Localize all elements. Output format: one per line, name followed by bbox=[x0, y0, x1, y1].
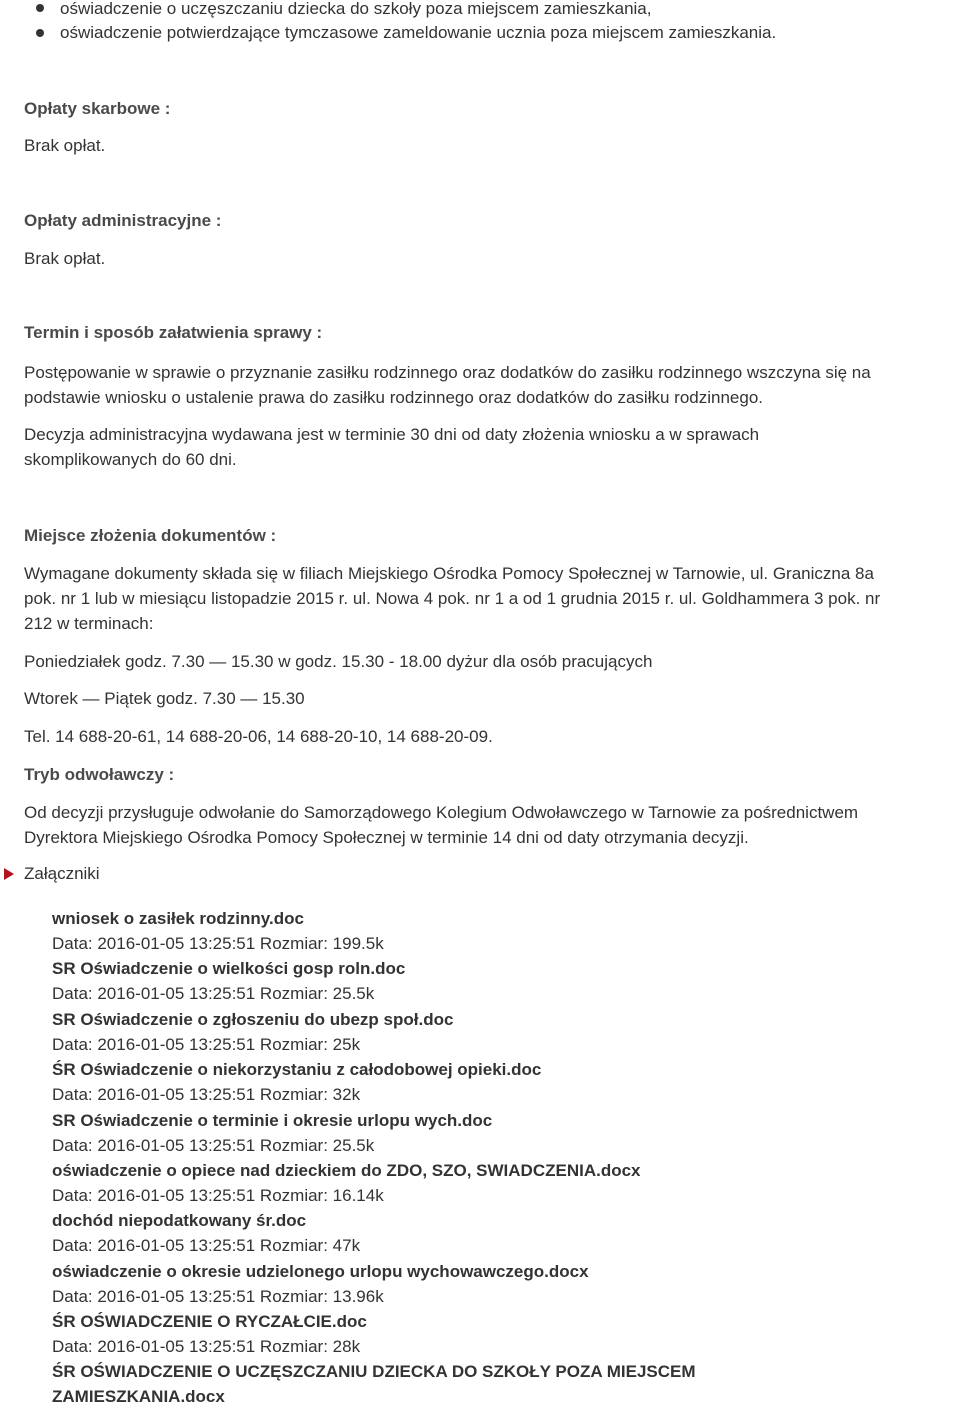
list-item: oświadczenie potwierdzające tymczasowe zameldowanie ucznia poza miejscem zamieszkania. bbox=[60, 23, 777, 42]
attachment-link[interactable]: wniosek o zasiłek rodzinny.doc bbox=[52, 909, 304, 928]
section-heading-miejsce: Miejsce złożenia dokumentów : bbox=[24, 526, 277, 545]
termin-paragraph-line: skomplikowanych do 60 dni. bbox=[24, 450, 237, 469]
attachment-link[interactable]: ŚR OŚWIADCZENIE O UCZĘSZCZANIU DZIECKA DO SZKOŁY POZA MIEJSCEM bbox=[52, 1362, 696, 1381]
section-heading-oplaty-skarbowe: Opłaty skarbowe : bbox=[24, 99, 171, 118]
phone-numbers: Tel. 14 688-20-61, 14 688-20-06, 14 688-20-10, 14 688-20-09. bbox=[24, 727, 493, 746]
office-hours-line: Wtorek — Piątek godz. 7.30 — 15.30 bbox=[24, 689, 305, 708]
section-heading-tryb: Tryb odwoławczy : bbox=[24, 765, 175, 784]
miejsce-paragraph-line: 212 w terminach: bbox=[24, 614, 154, 633]
attachment-meta: Data: 2016-01-05 13:25:51 Rozmiar: 199.5k bbox=[52, 934, 384, 953]
tryb-paragraph-line: Dyrektora Miejskiego Ośrodka Pomocy Społecznej w terminie 14 dni od daty otrzymania decyzji. bbox=[24, 828, 749, 847]
attachment-meta: Data: 2016-01-05 13:25:51 Rozmiar: 47k bbox=[52, 1236, 361, 1255]
attachment-link[interactable]: ŚR OŚWIADCZENIE O RYCZAŁCIE.doc bbox=[52, 1312, 367, 1331]
attachment-link[interactable]: SR Oświadczenie o terminie i okresie urlopu wych.doc bbox=[52, 1111, 493, 1130]
office-hours-line: Poniedziałek godz. 7.30 — 15.30 w godz. 15.30 - 18.00 dyżur dla osób pracujących bbox=[24, 652, 653, 671]
attachment-link[interactable]: oświadczenie o okresie udzielonego urlopu wychowawczego.docx bbox=[52, 1262, 589, 1281]
attachment-meta: Data: 2016-01-05 13:25:51 Rozmiar: 16.14k bbox=[52, 1186, 384, 1205]
attachment-link[interactable]: ŚR Oświadczenie o niekorzystaniu z całodobowej opieki.doc bbox=[52, 1060, 542, 1079]
bullet-dot bbox=[36, 4, 44, 12]
oplaty-administracyjne-value: Brak opłat. bbox=[24, 249, 106, 268]
list-item: oświadczenie o uczęszczaniu dziecka do szkoły poza miejscem zamieszkania, bbox=[60, 0, 652, 18]
section-heading-termin: Termin i sposób załatwienia sprawy : bbox=[24, 323, 323, 342]
red-arrow-icon bbox=[4, 868, 14, 880]
attachment-meta: Data: 2016-01-05 13:25:51 Rozmiar: 25.5k bbox=[52, 1136, 375, 1155]
bullet-dot bbox=[36, 29, 44, 37]
attachment-link[interactable]: SR Oświadczenie o zgłoszeniu do ubezp społ.doc bbox=[52, 1010, 454, 1029]
section-heading-oplaty-administracyjne: Opłaty administracyjne : bbox=[24, 211, 222, 230]
attachment-meta: Data: 2016-01-05 13:25:51 Rozmiar: 28k bbox=[52, 1337, 361, 1356]
oplaty-skarbowe-value: Brak opłat. bbox=[24, 136, 106, 155]
termin-paragraph-line: Decyzja administracyjna wydawana jest w terminie 30 dni od daty złożenia wniosku a w sprawach bbox=[24, 425, 760, 444]
termin-paragraph-line: podstawie wniosku o ustalenie prawa do zasiłku rodzinnego oraz dodatków do zasiłku rodzinnego. bbox=[24, 388, 764, 407]
attachment-link[interactable]: ZAMIESZKANIA.docx bbox=[52, 1387, 225, 1406]
termin-paragraph-line: Postępowanie w sprawie o przyznanie zasiłku rodzinnego oraz dodatków do zasiłku rodzinnego wszczyna się na bbox=[24, 363, 871, 382]
attachment-meta: Data: 2016-01-05 13:25:51 Rozmiar: 32k bbox=[52, 1085, 361, 1104]
attachment-meta: Data: 2016-01-05 13:25:51 Rozmiar: 13.96k bbox=[52, 1287, 384, 1306]
miejsce-paragraph-line: pok. nr 1 lub w miesiącu listopadzie 2015 r. ul. Nowa 4 pok. nr 1 a od 1 grudnia 2015 r. ul. Goldhammera 3 pok. nr bbox=[24, 589, 881, 608]
attachment-link[interactable]: oświadczenie o opiece nad dzieckiem do ZDO, SZO, SWIADCZENIA.docx bbox=[52, 1161, 641, 1180]
miejsce-paragraph-line: Wymagane dokumenty składa się w filiach Miejskiego Ośrodka Pomocy Społecznej w Tarnowie, ul. Graniczna 8a bbox=[24, 564, 874, 583]
attachments-label[interactable]: Załączniki bbox=[24, 864, 100, 883]
attachment-meta: Data: 2016-01-05 13:25:51 Rozmiar: 25k bbox=[52, 1035, 361, 1054]
attachment-link[interactable]: dochód niepodatkowany śr.doc bbox=[52, 1211, 307, 1230]
tryb-paragraph-line: Od decyzji przysługuje odwołanie do Samorządowego Kolegium Odwoławczego w Tarnowie za pośrednictwem bbox=[24, 803, 859, 822]
attachment-link[interactable]: SR Oświadczenie o wielkości gosp roln.doc bbox=[52, 959, 406, 978]
attachment-meta: Data: 2016-01-05 13:25:51 Rozmiar: 25.5k bbox=[52, 984, 375, 1003]
